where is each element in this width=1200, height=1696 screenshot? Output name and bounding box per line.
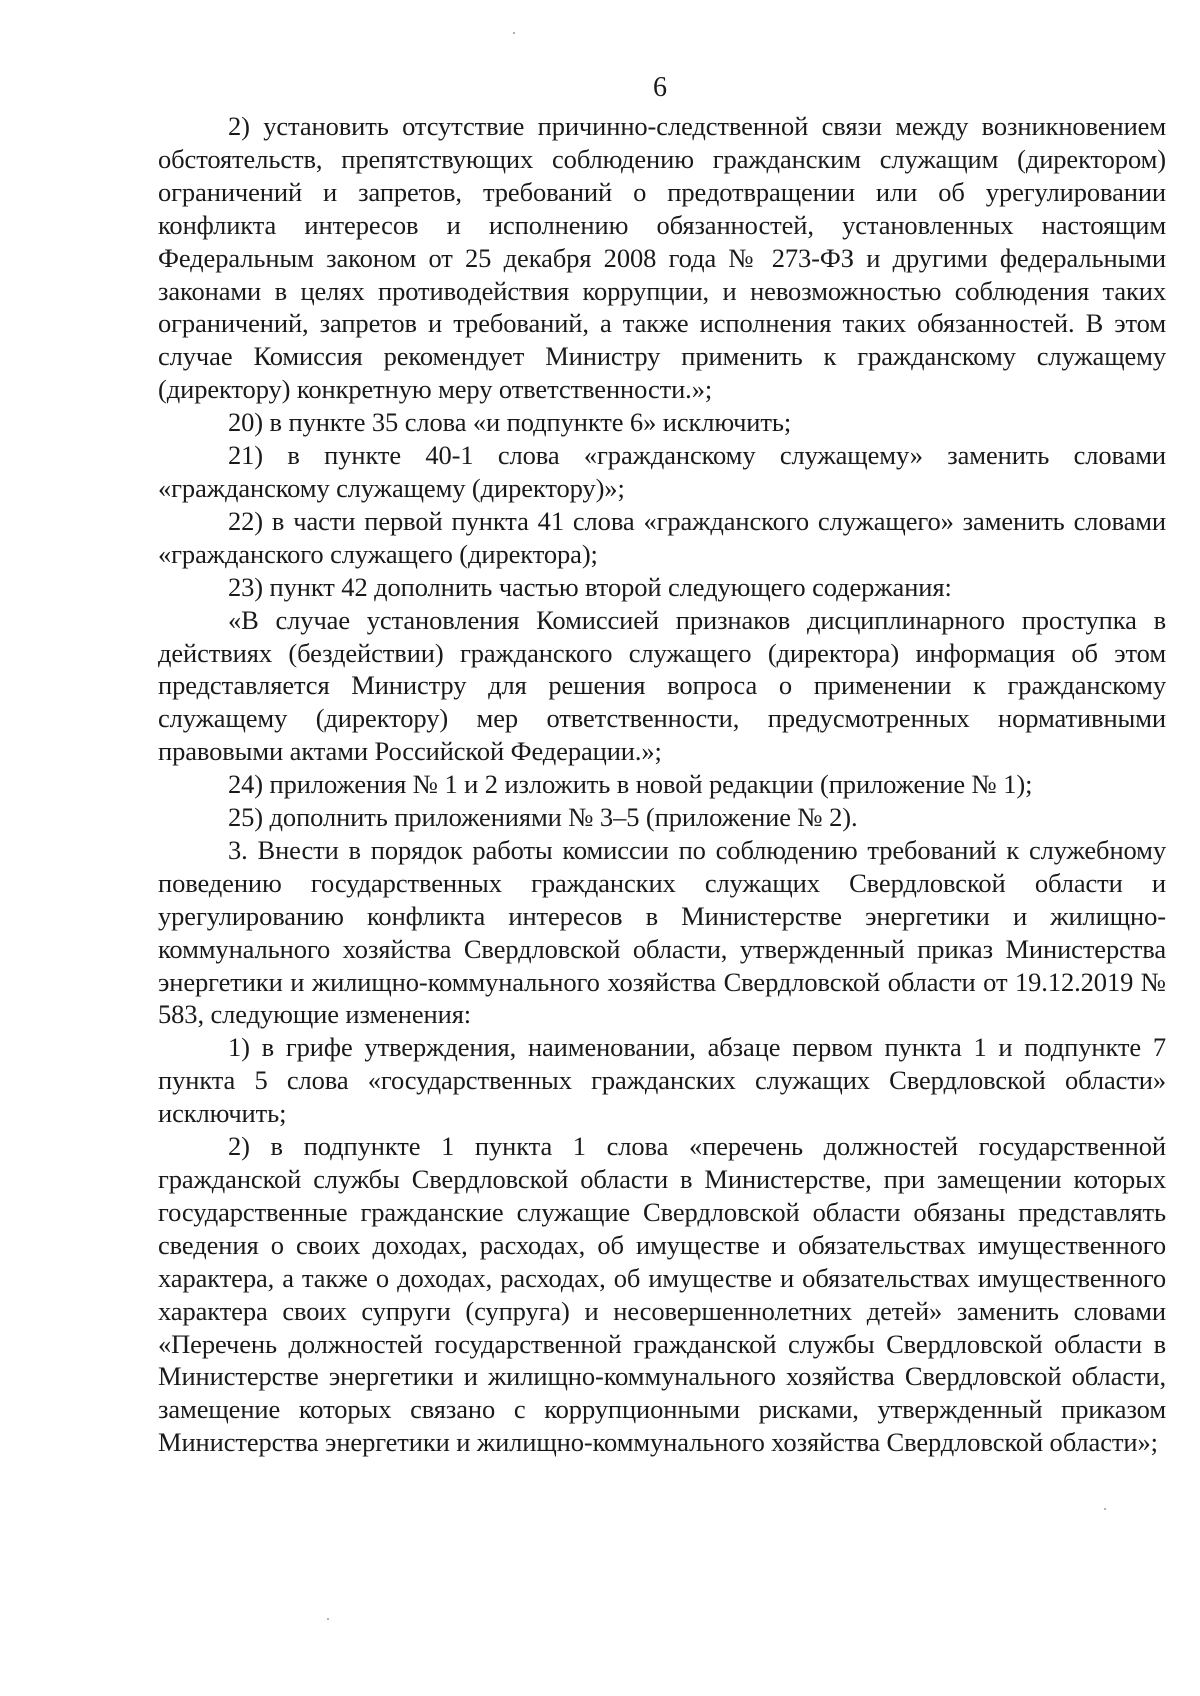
paragraph-section-3-item-1: 1) в грифе утверждения, наименовании, абзаце первом пункта 1 и подпункте 7 пункта 5 слова «государственных гражданских служащих Свердловской области» исключить;	[158, 1032, 1166, 1129]
scan-speck	[1104, 1508, 1106, 1510]
paragraph-item-2: 2) установить отсутствие причинно-следственной связи между возникновением обстоятельств, препятствующих соблюдению гражданским служащим (директором) ограничений и запретов, требований о предотвращении или об урегулировании конфликта интересов и исполнению обязанностей, установленных настоящим Федеральным законом от 25 декабря 2008 года № 273-ФЗ и другими федеральными законами в целях противодействия коррупции, и невозможностью соблюдения таких ограничений, запретов и требований, а также исполнения таких обязанностей. В этом случае Комиссия рекомендует Министру применить к гражданскому служащему (директору) конкретную меру ответственности.»;	[158, 111, 1166, 405]
scan-speck	[327, 1618, 329, 1620]
paragraph-item-22: 22) в части первой пункта 41 слова «гражданского служащего» заменить словами «гражданского служащего (директора);	[158, 505, 1166, 569]
paragraph-item-23: 23) пункт 42 дополнить частью второй следующего содержания:	[228, 571, 952, 602]
page-number: 6	[653, 72, 667, 103]
paragraph-item-21: 21) в пункте 40-1 слова «гражданскому служащему» заменить словами «гражданскому служащему (директору)»;	[158, 440, 1166, 503]
document-body	[158, 110, 1166, 1459]
paragraph-item-20: 20) в пункте 35 слова «и подпункте 6» исключить;	[228, 407, 792, 438]
paragraph-section-3-item-2: 2) в подпункте 1 пункта 1 слова «перечень должностей государственной гражданской службы Свердловской области в Министерстве, при замещении которых государственные гражданские служащие Свердловской области обязаны представлять сведения о своих доходах, расходах, об имуществе и обязательствах имущественного характера, а также о доходах, расходах, об имуществе и обязательствах имущественного характера своих супруги (супруга) и несовершеннолетних детей» заменить словами «Перечень должностей государственной гражданской службы Свердловской области в Министерстве энергетики и жилищно-коммунального хозяйства Свердловской области, замещение которых связано с коррупционными рисками, утвержденный приказом Министерства энергетики и жилищно-коммунального хозяйства Свердловской области»;	[158, 1131, 1166, 1458]
paragraph-quoted-addition: «В случае установления Комиссией признаков дисциплинарного проступка в действиях (бездействии) гражданского служащего (директора) информация об этом представляется Министру для решения вопроса о применении к гражданскому служащему (директору) мер ответственности, предусмотренных нормативными правовыми актами Российской Федерации.»;	[158, 604, 1166, 767]
paragraph-section-3: 3. Внести в порядок работы комиссии по соблюдению требований к служебному поведению государственных гражданских служащих Свердловской области и урегулированию конфликта интересов в Министерстве энергетики и жилищно-коммунального хозяйства Свердловской области, утвержденный приказ Министерства энергетики и жилищно-коммунального хозяйства Свердловской области от 19.12.2019 № 583, следующие изменения:	[158, 834, 1166, 1030]
scan-speck	[513, 32, 515, 34]
paragraph-item-24: 24) приложения № 1 и 2 изложить в новой редакции (приложение № 1);	[228, 769, 1033, 800]
paragraph-item-25: 25) дополнить приложениями № 3–5 (приложение № 2).	[228, 802, 858, 833]
